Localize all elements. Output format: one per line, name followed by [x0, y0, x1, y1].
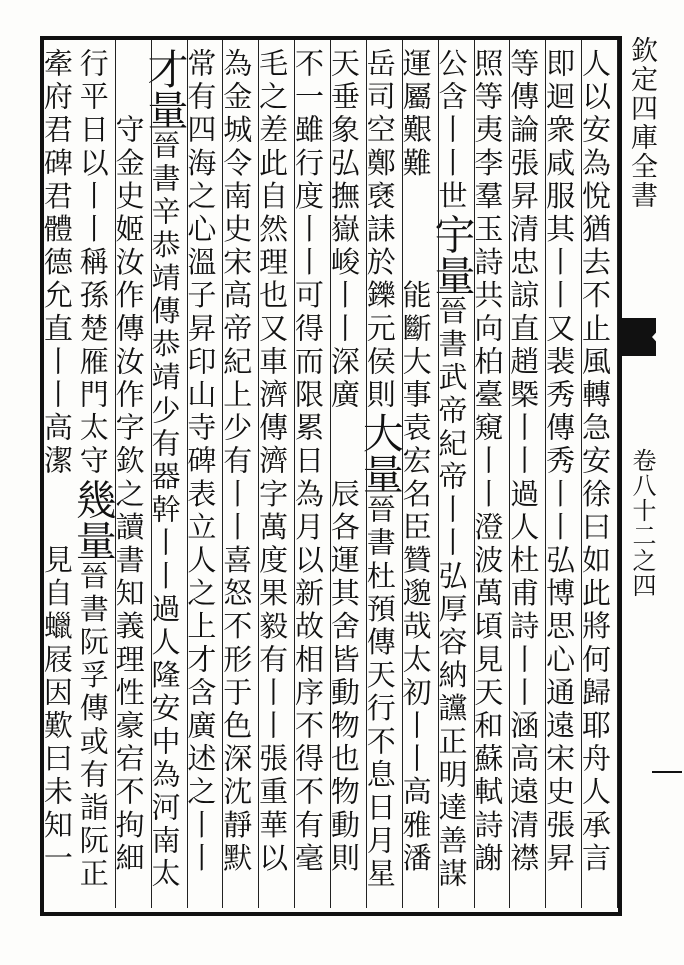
column-text [355, 48, 404, 892]
column-text [140, 48, 189, 892]
text-run: 不一雖行度丨丨可得而限累日為月以新故相序不得不有毫 [291, 48, 325, 876]
text-column [398, 40, 439, 908]
text-column [470, 40, 511, 908]
text-run: 等傳論張昇清忠諒直趙槩丨丨過人杜甫詩丨丨涵高遠清襟 [506, 48, 541, 876]
entry-heading: 大量 [355, 412, 404, 495]
book-title: 欽定四庫全書 [626, 36, 657, 210]
text-run: 為金城令南史宋高帝紀上少有丨丨喜怒不形于色深沈靜默 [219, 48, 254, 876]
divider-line [652, 771, 682, 773]
text-run: 見自蠟屐因歎曰未知一 [39, 544, 74, 876]
text-run: 岳司空鄭褎誄於鑠元侯則 [362, 48, 397, 413]
text-column [68, 40, 117, 908]
column-text [326, 48, 367, 876]
text-run: 守金史姬汝作傳汝作字欽之讀書知義理性豪宕不拘細 [111, 114, 146, 876]
text-run: 行平日以丨丨稱孫楚雁門太守 [75, 48, 110, 479]
entry-heading: 幾量 [68, 478, 117, 561]
text-column [355, 40, 404, 908]
text-run: 常有四海之心溫子昇印山寺碑表立人之上才含廣述之丨丨 [183, 48, 218, 876]
text-column [39, 40, 80, 908]
text-run: 公含丨丨世 [434, 48, 469, 214]
column-text [183, 48, 224, 876]
text-column [219, 40, 259, 908]
text-run [40, 478, 74, 544]
text-column [291, 40, 331, 908]
column-text [398, 48, 439, 876]
column-text [219, 48, 259, 876]
fishtail-notch [652, 326, 662, 348]
text-run: 晉書武帝紀帝丨丨弘厚容納讜正明達善謀 [434, 295, 469, 892]
volume-label: 卷八十二之四 [628, 448, 656, 598]
text-run: 晉書杜預傳天行不息日月星 [362, 494, 397, 892]
column-text [470, 48, 511, 876]
text-column [183, 40, 224, 908]
text-frame [40, 36, 622, 916]
text-run: 毛之差此自然理也又車濟傳濟字萬度果毅有丨丨張重華以 [255, 48, 290, 876]
column-text [255, 48, 295, 876]
column-text [542, 48, 582, 876]
text-run: 晉書阮孚傳或有詣阮正 [75, 560, 110, 892]
column-text [506, 48, 546, 876]
column-text [427, 48, 476, 892]
margin-header [622, 36, 664, 916]
text-run [327, 412, 361, 478]
column-text [291, 48, 331, 876]
entry-heading: 才量 [140, 48, 189, 130]
text-run: 照等夷李羣玉詩共向柏臺窺丨丨澄波萬頃見天和蘇軾詩謝 [470, 48, 505, 876]
fishtail-mark [622, 318, 656, 356]
text-column [111, 40, 152, 908]
text-column [506, 40, 546, 908]
text-run: 辰各運其舍皆動物也物動則 [326, 478, 361, 876]
column-text [578, 48, 618, 876]
text-run [112, 48, 146, 114]
text-run [399, 180, 433, 279]
text-column [578, 40, 618, 908]
text-run: 人以安為悅猶去不止風轉急安徐曰如此將何歸耶舟人承言 [578, 48, 612, 876]
text-column [542, 40, 582, 908]
text-run: 能斷大事袁宏名臣贊邈哉太初丨丨高雅潘 [398, 279, 433, 876]
text-run: 牽府君碑君體德允直丨丨高潔 [39, 48, 74, 479]
text-column [326, 40, 367, 908]
text-column [255, 40, 295, 908]
column-text [111, 48, 152, 876]
text-run: 晉書辛恭靖傳恭靖少有器幹丨丨過人隆安中為河南太 [147, 130, 182, 892]
text-run: 即迴衆咸服其丨丨又裴秀傳秀丨丨弘博思心通遠宋史張昇 [542, 48, 577, 876]
text-run: 天垂象弘撫嶽峻丨丨深廣 [326, 48, 361, 413]
column-text [68, 48, 117, 892]
text-run: 運屬艱難 [398, 48, 433, 181]
column-text [39, 48, 80, 876]
text-column [427, 40, 476, 908]
entry-heading: 宇量 [427, 213, 476, 296]
text-column [140, 40, 189, 908]
